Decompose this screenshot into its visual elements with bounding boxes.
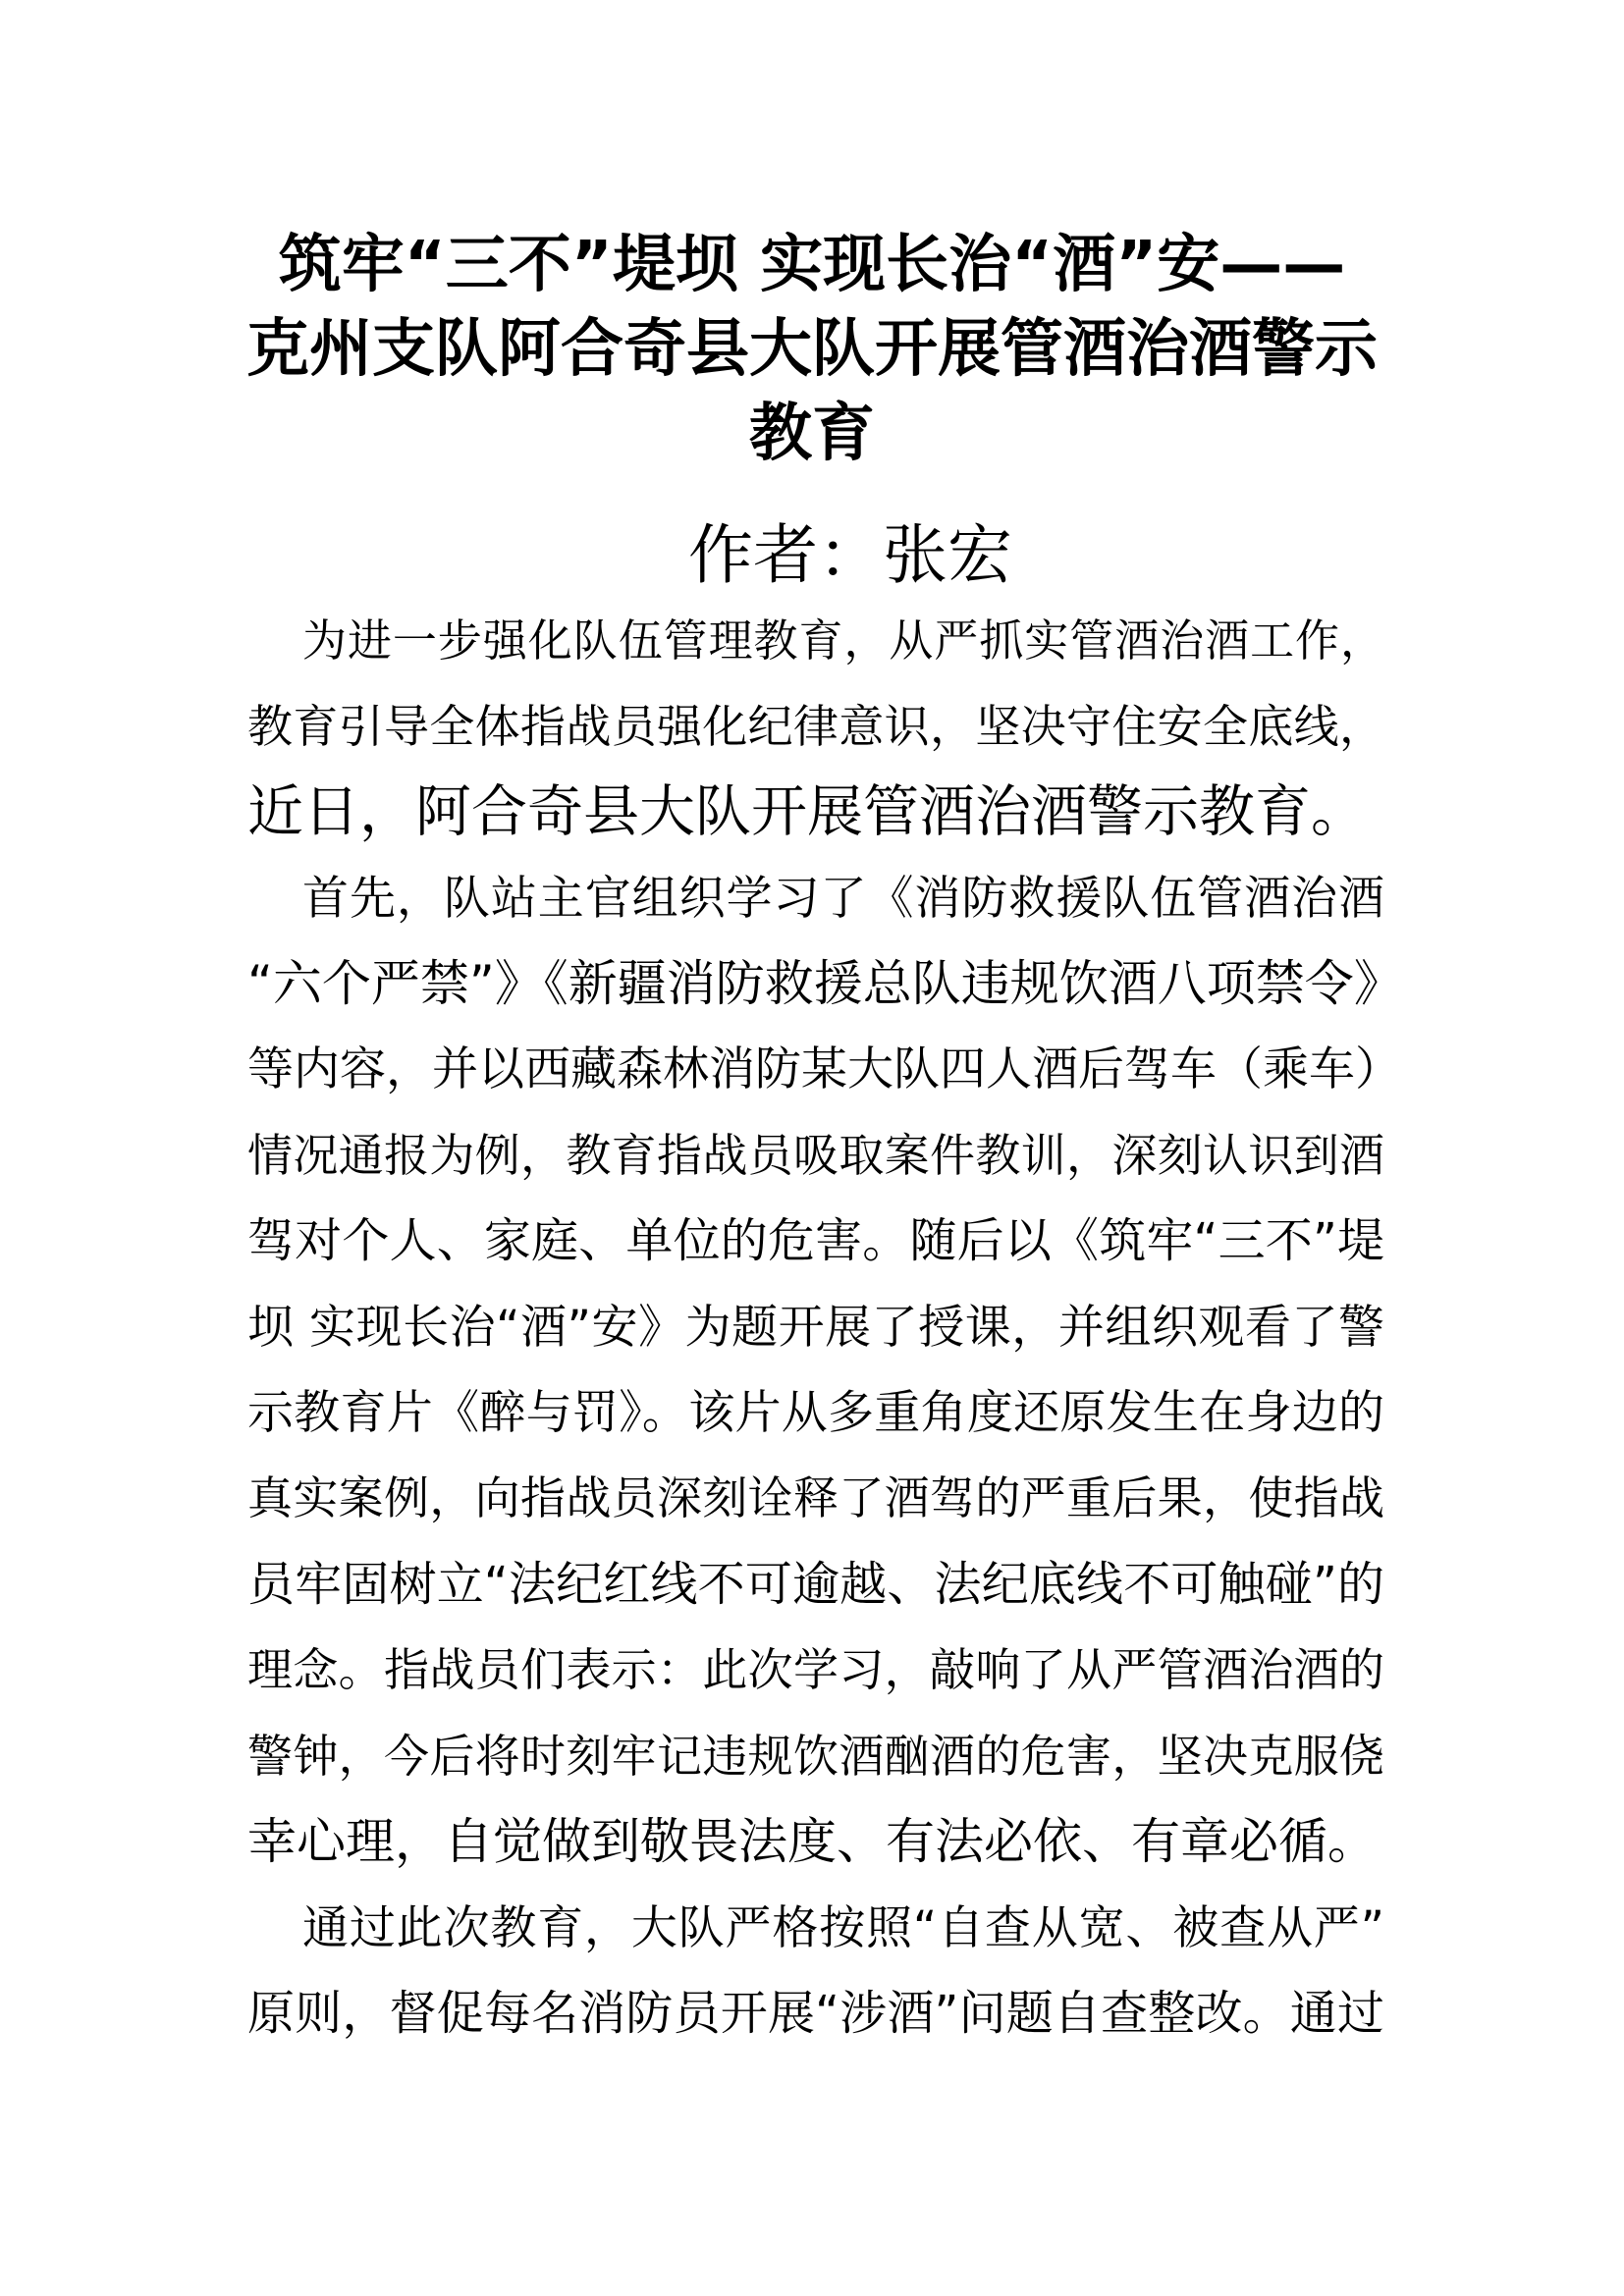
document-title xyxy=(196,223,1428,476)
text-line: “六个严禁”》《新疆消防救援总队违规饮酒八项禁令》 xyxy=(247,955,1403,1013)
paragraph-3 xyxy=(247,1886,1384,2057)
text-line: 理念。指战员们表示：此次学习，敲响了从严管酒治酒的 xyxy=(247,1643,1384,1697)
text-line: 为进一步强化队伍管理教育，从严抓实管酒治酒工作， xyxy=(302,614,1384,667)
paragraph-2 xyxy=(247,856,1403,1886)
text-line: 警钟，今后将时刻牢记违规饮酒酗酒的危害，坚决克服侥 xyxy=(247,1729,1384,1783)
text-line: 近日，阿合奇县大队开展管酒治酒警示教育。 xyxy=(247,779,1367,845)
text-line: 驾对个人、家庭、单位的危害。随后以《筑牢“三不”堤 xyxy=(247,1213,1384,1269)
text-line: 坝 实现长治“酒”安》为题开展了授课，并组织观看了警 xyxy=(247,1300,1384,1355)
title-line: 教育 xyxy=(749,398,875,470)
text-line: 情况通报为例，教育指战员吸取案件教训，深刻认识到酒 xyxy=(247,1128,1384,1182)
text-line: 真实案例，向指战员深刻诠释了酒驾的严重后果，使指战 xyxy=(247,1471,1384,1525)
text-line: 通过此次教育，大队严格按照“自查从宽、被查从严” xyxy=(302,1900,1384,1955)
title-line: 克州支队阿合奇县大队开展管酒治酒警示 xyxy=(246,313,1378,386)
text-line: 首先，队站主官组织学习了《消防救援队伍管酒治酒 xyxy=(302,871,1384,926)
text-line: 员牢固树立“法纪红线不可逾越、法纪底线不可触碰”的 xyxy=(247,1556,1384,1612)
text-line: 等内容，并以西藏森林消防某大队四人酒后驾车（乘车） xyxy=(247,1042,1401,1097)
text-line: 示教育片《醉与罚》。该片从多重角度还原发生在身边的 xyxy=(247,1386,1384,1441)
title-line: 筑牢“三不”堤坝 实现长治“酒”安—— xyxy=(278,229,1346,301)
text-line: 教育引导全体指战员强化纪律意识，坚决守住安全底线， xyxy=(247,699,1384,753)
text-line: 幸心理，自觉做到敬畏法度、有法必依、有章必循。 xyxy=(247,1813,1377,1871)
paragraph-1 xyxy=(247,598,1384,855)
text-line: 原则，督促每名消防员开展“涉酒”问题自查整改。通过 xyxy=(247,1985,1384,2041)
document-body xyxy=(247,512,1403,2056)
author-byline: 作者：张宏 xyxy=(688,517,1012,593)
